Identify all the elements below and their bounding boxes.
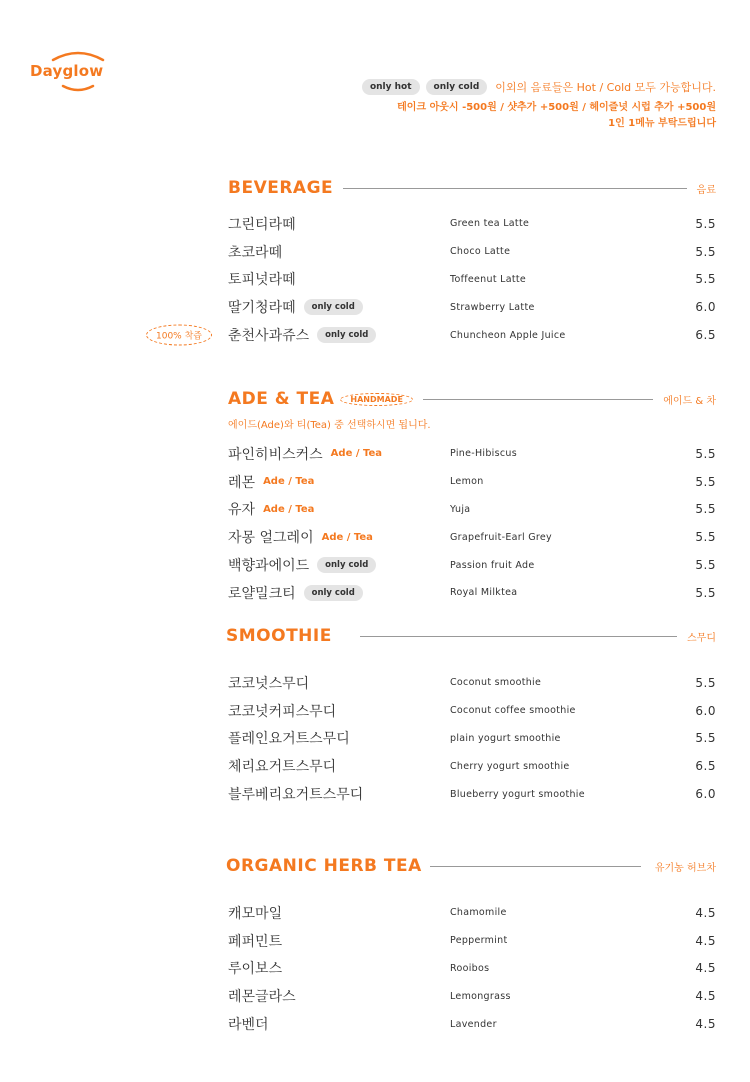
item-eng: Strawberry Latte (450, 301, 535, 313)
fresh-squeezed-badge: 100% 착즙 (146, 325, 212, 346)
item-kor: 코코넛커피스무디 (228, 703, 337, 720)
item-price: 5.5 (695, 731, 716, 746)
item-kor: 캐모마일 (228, 905, 283, 922)
section-header (226, 625, 716, 647)
order-notes (362, 78, 716, 132)
item-price: 5.5 (695, 216, 716, 231)
item-eng: Cherry yogurt smoothie (450, 760, 570, 772)
section-herb-tea (226, 855, 716, 1038)
section-kor-title: 유기농 허브차 (654, 862, 716, 874)
section-title: BEVERAGE (228, 178, 334, 198)
divider (343, 188, 687, 189)
item-kor: 그린티라떼 (228, 216, 296, 233)
menu-row (228, 579, 716, 607)
menu-list (228, 669, 716, 808)
divider (423, 399, 653, 400)
order-note: 1인 1메뉴 부탁드립니다 (608, 118, 716, 129)
menu-row (228, 496, 716, 524)
menu-row (228, 293, 716, 321)
item-kor: 백향과에이드 (228, 558, 310, 575)
item-price: 5.5 (695, 474, 716, 489)
item-eng: Lemon (450, 476, 484, 488)
section-title: SMOOTHIE (226, 626, 332, 646)
menu-row (156, 321, 716, 349)
section-header (226, 855, 716, 877)
only-cold-tag: only cold (304, 299, 363, 315)
item-price: 5.5 (695, 530, 716, 545)
logo (30, 48, 120, 96)
item-price: 6.5 (695, 759, 716, 774)
section-kor-title: 음료 (696, 184, 716, 196)
item-kor: 초코라떼 (228, 244, 283, 261)
divider (360, 636, 677, 637)
only-cold-pill: only cold (426, 79, 488, 95)
item-eng: Lavender (450, 1018, 497, 1030)
menu-row (228, 669, 716, 697)
item-eng: Passion fruit Ade (450, 559, 535, 571)
menu-row (228, 982, 716, 1010)
menu-row (228, 927, 716, 955)
item-eng: Toffeenut Latte (450, 273, 527, 285)
item-price: 5.5 (695, 558, 716, 573)
section-title: ADE & TEA (228, 389, 335, 409)
item-price: 4.5 (695, 905, 716, 920)
item-price: 5.5 (695, 446, 716, 461)
logo-text: Dayglow (30, 62, 104, 80)
menu-row (228, 899, 716, 927)
item-kor: 춘천사과쥬스 (228, 328, 310, 345)
ade-tea-option: Ade / Tea (263, 503, 315, 515)
item-eng: plain yogurt smoothie (450, 732, 561, 744)
item-eng: Coconut smoothie (450, 677, 542, 689)
section-header (228, 177, 716, 199)
section-smoothie (226, 625, 716, 808)
menu-row (228, 780, 716, 808)
item-price: 6.0 (695, 300, 716, 315)
menu-row (228, 468, 716, 496)
item-kor: 로얄밀크티 (228, 585, 296, 602)
item-kor: 플레인요거트스무디 (228, 731, 350, 748)
menu-row (228, 238, 716, 266)
section-kor-title: 에이드 & 차 (663, 395, 716, 407)
section-kor-title: 스무디 (687, 632, 716, 644)
item-eng: Green tea Latte (450, 218, 530, 230)
divider (430, 866, 641, 867)
item-kor: 파인히비스커스 (228, 446, 323, 463)
only-cold-tag: only cold (304, 585, 363, 601)
menu-list (156, 210, 716, 349)
menu-row (228, 955, 716, 983)
handmade-badge: HANDMADE (340, 393, 412, 406)
item-price: 4.5 (695, 1017, 716, 1032)
item-eng: Choco Latte (450, 246, 511, 258)
item-price: 5.5 (695, 585, 716, 600)
item-eng: Grapefruit-Earl Grey (450, 531, 552, 543)
menu-list (228, 440, 716, 607)
item-kor: 루이보스 (228, 961, 283, 978)
item-price: 4.5 (695, 933, 716, 948)
section-subtitle: 에이드(Ade)와 티(Tea) 중 선택하시면 됩니다. (228, 420, 431, 431)
ade-tea-option: Ade / Tea (263, 476, 315, 488)
item-price: 6.0 (695, 703, 716, 718)
item-eng: Yuja (450, 503, 471, 515)
menu-row (228, 266, 716, 294)
item-price: 5.5 (695, 502, 716, 517)
item-price: 6.0 (695, 787, 716, 802)
item-kor: 체리요거트스무디 (228, 759, 337, 776)
item-kor: 레몬글라스 (228, 989, 296, 1006)
menu-row (228, 523, 716, 551)
hot-cold-row (362, 78, 716, 96)
menu-row (228, 725, 716, 753)
only-cold-tag: only cold (317, 327, 376, 343)
menu-row (228, 1010, 716, 1038)
item-kor: 라벤더 (228, 1017, 269, 1034)
item-price: 5.5 (695, 272, 716, 287)
menu-row (228, 697, 716, 725)
section-ade-tea (228, 388, 716, 607)
item-eng: Chuncheon Apple Juice (450, 329, 566, 341)
item-eng: Lemongrass (450, 990, 511, 1002)
only-hot-pill: only hot (362, 79, 420, 95)
menu-row (228, 440, 716, 468)
item-kor: 페퍼민트 (228, 933, 283, 950)
item-price: 4.5 (695, 989, 716, 1004)
item-price: 4.5 (695, 961, 716, 976)
only-cold-tag: only cold (317, 557, 376, 573)
item-kor: 자몽 얼그레이 (228, 530, 314, 547)
item-kor: 레몬 (228, 474, 256, 491)
item-price: 5.5 (695, 244, 716, 259)
ade-tea-option: Ade / Tea (321, 531, 373, 543)
item-eng: Rooibos (450, 962, 490, 974)
item-eng: Coconut coffee smoothie (450, 705, 576, 717)
section-beverage (156, 177, 716, 349)
item-kor: 유자 (228, 502, 256, 519)
hot-cold-note: 이외의 음료들은 Hot / Cold 모두 가능합니다. (495, 81, 716, 94)
menu-row (228, 210, 716, 238)
item-kor: 토피넛라떼 (228, 272, 296, 289)
menu-list (228, 899, 716, 1038)
item-eng: Chamomile (450, 907, 507, 919)
item-kor: 블루베리요거트스무디 (228, 787, 364, 804)
section-title: ORGANIC HERB TEA (226, 856, 422, 876)
item-price: 5.5 (695, 675, 716, 690)
item-kor: 코코넛스무디 (228, 675, 310, 692)
item-eng: Royal Milktea (450, 587, 518, 599)
item-eng: Peppermint (450, 935, 508, 947)
item-eng: Blueberry yogurt smoothie (450, 788, 585, 800)
item-price: 6.5 (695, 328, 716, 343)
menu-row (228, 752, 716, 780)
section-header (228, 388, 716, 410)
item-eng: Pine-Hibiscus (450, 448, 517, 460)
ade-tea-option: Ade / Tea (330, 448, 382, 460)
item-kor: 딸기청라떼 (228, 300, 296, 317)
menu-row (228, 551, 716, 579)
pricing-note: 테이크 아웃시 -500원 / 샷추가 +500원 / 헤이즐넛 시럽 추가 +500원 (397, 102, 716, 113)
